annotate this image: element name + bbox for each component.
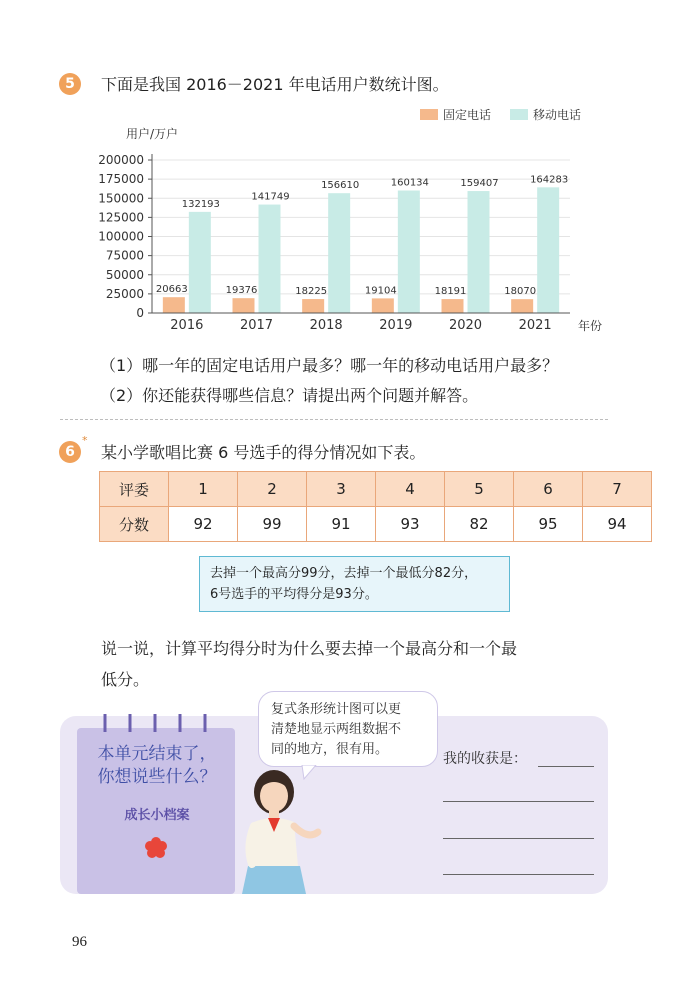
page-number: 96 [72,934,87,950]
bar-value-label: 141749 [251,191,290,203]
bar-fixed-2020 [442,299,464,313]
judge-cell: 6 [514,472,583,507]
judge-cell: 4 [376,472,445,507]
summary-title-line-2: 你想说些什么？ [97,767,217,787]
x-axis-label: 年份 [578,319,603,333]
bar-fixed-2017 [233,298,255,313]
score-cell: 99 [238,507,307,542]
question-6-text: 某小学歌唱比赛 6 号选手的得分情况如下表。 [101,443,426,462]
y-tick-label: 100000 [98,229,144,244]
bar-mobile-2017 [259,205,281,313]
gridlines [152,160,570,297]
score-cell: 95 [514,507,583,542]
bar-mobile-2020 [468,191,490,313]
bar-value-label: 18225 [295,286,328,298]
score-cell: 82 [445,507,514,542]
bar-fixed-2018 [302,299,324,313]
speech-bubble [258,691,438,767]
girl-illustration [232,770,328,894]
bar-fixed-2019 [372,298,394,313]
bubble-line-1: 复式条形统计图可以更 [271,702,402,717]
y-tick-label: 125000 [98,210,144,225]
summary-title-line-1: 本单元结束了， [97,744,217,764]
question-6-number: 6 [59,441,81,463]
answer-line-2[interactable] [443,801,594,802]
y-ticks [98,153,152,320]
bar-mobile-2018 [328,193,350,313]
judge-cell: 5 [445,472,514,507]
score-cell: 93 [376,507,445,542]
judge-cell: 2 [238,472,307,507]
answer-line-3[interactable] [443,838,594,839]
flower-icon [143,835,169,861]
harvest-label: 我的收获是： [443,751,527,767]
y-tick-label: 50000 [105,267,144,282]
legend-swatch-fixed [420,109,438,120]
bar-fixed-2016 [163,297,185,313]
legend-swatch-mobile [510,109,528,120]
bar-value-label: 156610 [321,180,360,192]
question-5-number: 5 [59,73,81,95]
discuss-line-1: 说一说，计算平均得分时为什么要去掉一个最高分和一个最 [101,639,518,658]
x-tick-label: 2018 [309,318,343,333]
sub-question-1: （1）哪一年的固定电话用户最多？哪一年的移动电话用户最多？ [100,356,559,375]
legend-label-mobile: 移动电话 [533,108,582,122]
bar-mobile-2021 [537,187,559,313]
judge-cell: 7 [583,472,652,507]
bubble-line-3: 同的地方，很有用。 [271,742,389,757]
summary-title [86,743,228,789]
bar-value-label: 18191 [434,286,467,298]
bar-value-label: 164283 [530,174,569,186]
average-note [199,556,510,612]
judge-cell: 1 [169,472,238,507]
x-tick-label: 2017 [239,318,274,333]
telephone-users-bar-chart [90,100,630,340]
note-line-1: 去掉一个最高分99分，去掉一个最低分82分， [210,566,478,581]
binder-rings [95,712,215,736]
bar-value-label: 19376 [225,285,258,297]
y-axis-label: 用户/万户 [126,127,179,141]
x-tick-label: 2020 [448,318,483,333]
bar-value-label: 20663 [155,284,188,296]
chart-legend [420,107,581,122]
growth-archive-label: 成长小档案 [124,808,190,823]
legend-label-fixed: 固定电话 [443,108,492,122]
y-tick-label: 200000 [98,153,144,167]
note-line-2: 6号选手的平均得分是93分。 [210,587,378,602]
discuss-line-2: 低分。 [101,670,150,689]
y-tick-label: 175000 [98,172,144,187]
judge-row [100,472,652,507]
bubble-line-2: 清楚地显示两组数据不 [271,722,402,737]
challenge-star: * [82,434,88,447]
answer-line-1[interactable] [538,766,594,767]
sub-question-2: （2）你还能获得哪些信息？请提出两个问题并解答。 [100,386,479,405]
section-divider [60,419,608,420]
x-ticks [170,318,551,333]
score-cell: 92 [169,507,238,542]
x-tick-label: 2021 [518,318,552,333]
bar-value-label: 160134 [390,177,429,189]
x-tick-label: 2019 [379,318,413,333]
judge-header: 评委 [100,472,169,507]
y-tick-label: 75000 [105,248,144,263]
y-tick-label: 25000 [105,286,144,301]
bar-value-label: 19104 [364,285,397,297]
score-table [99,471,652,542]
question-5-text: 下面是我国 2016－2021 年电话用户数统计图。 [101,75,449,94]
judge-cell: 3 [307,472,376,507]
bar-fixed-2021 [511,299,533,313]
score-cell: 94 [583,507,652,542]
bar-value-label: 18070 [504,286,537,298]
y-tick-label: 150000 [98,191,144,206]
score-header: 分数 [100,507,169,542]
y-tick-label: 0 [136,306,144,320]
x-tick-label: 2016 [170,318,204,333]
bar-mobile-2019 [398,190,420,313]
score-row [100,507,652,542]
score-cell: 91 [307,507,376,542]
bar-value-label: 159407 [460,178,499,190]
bar-labels [156,174,568,297]
bar-value-label: 132193 [181,198,220,210]
answer-line-4[interactable] [443,874,594,875]
bar-mobile-2016 [189,212,211,313]
